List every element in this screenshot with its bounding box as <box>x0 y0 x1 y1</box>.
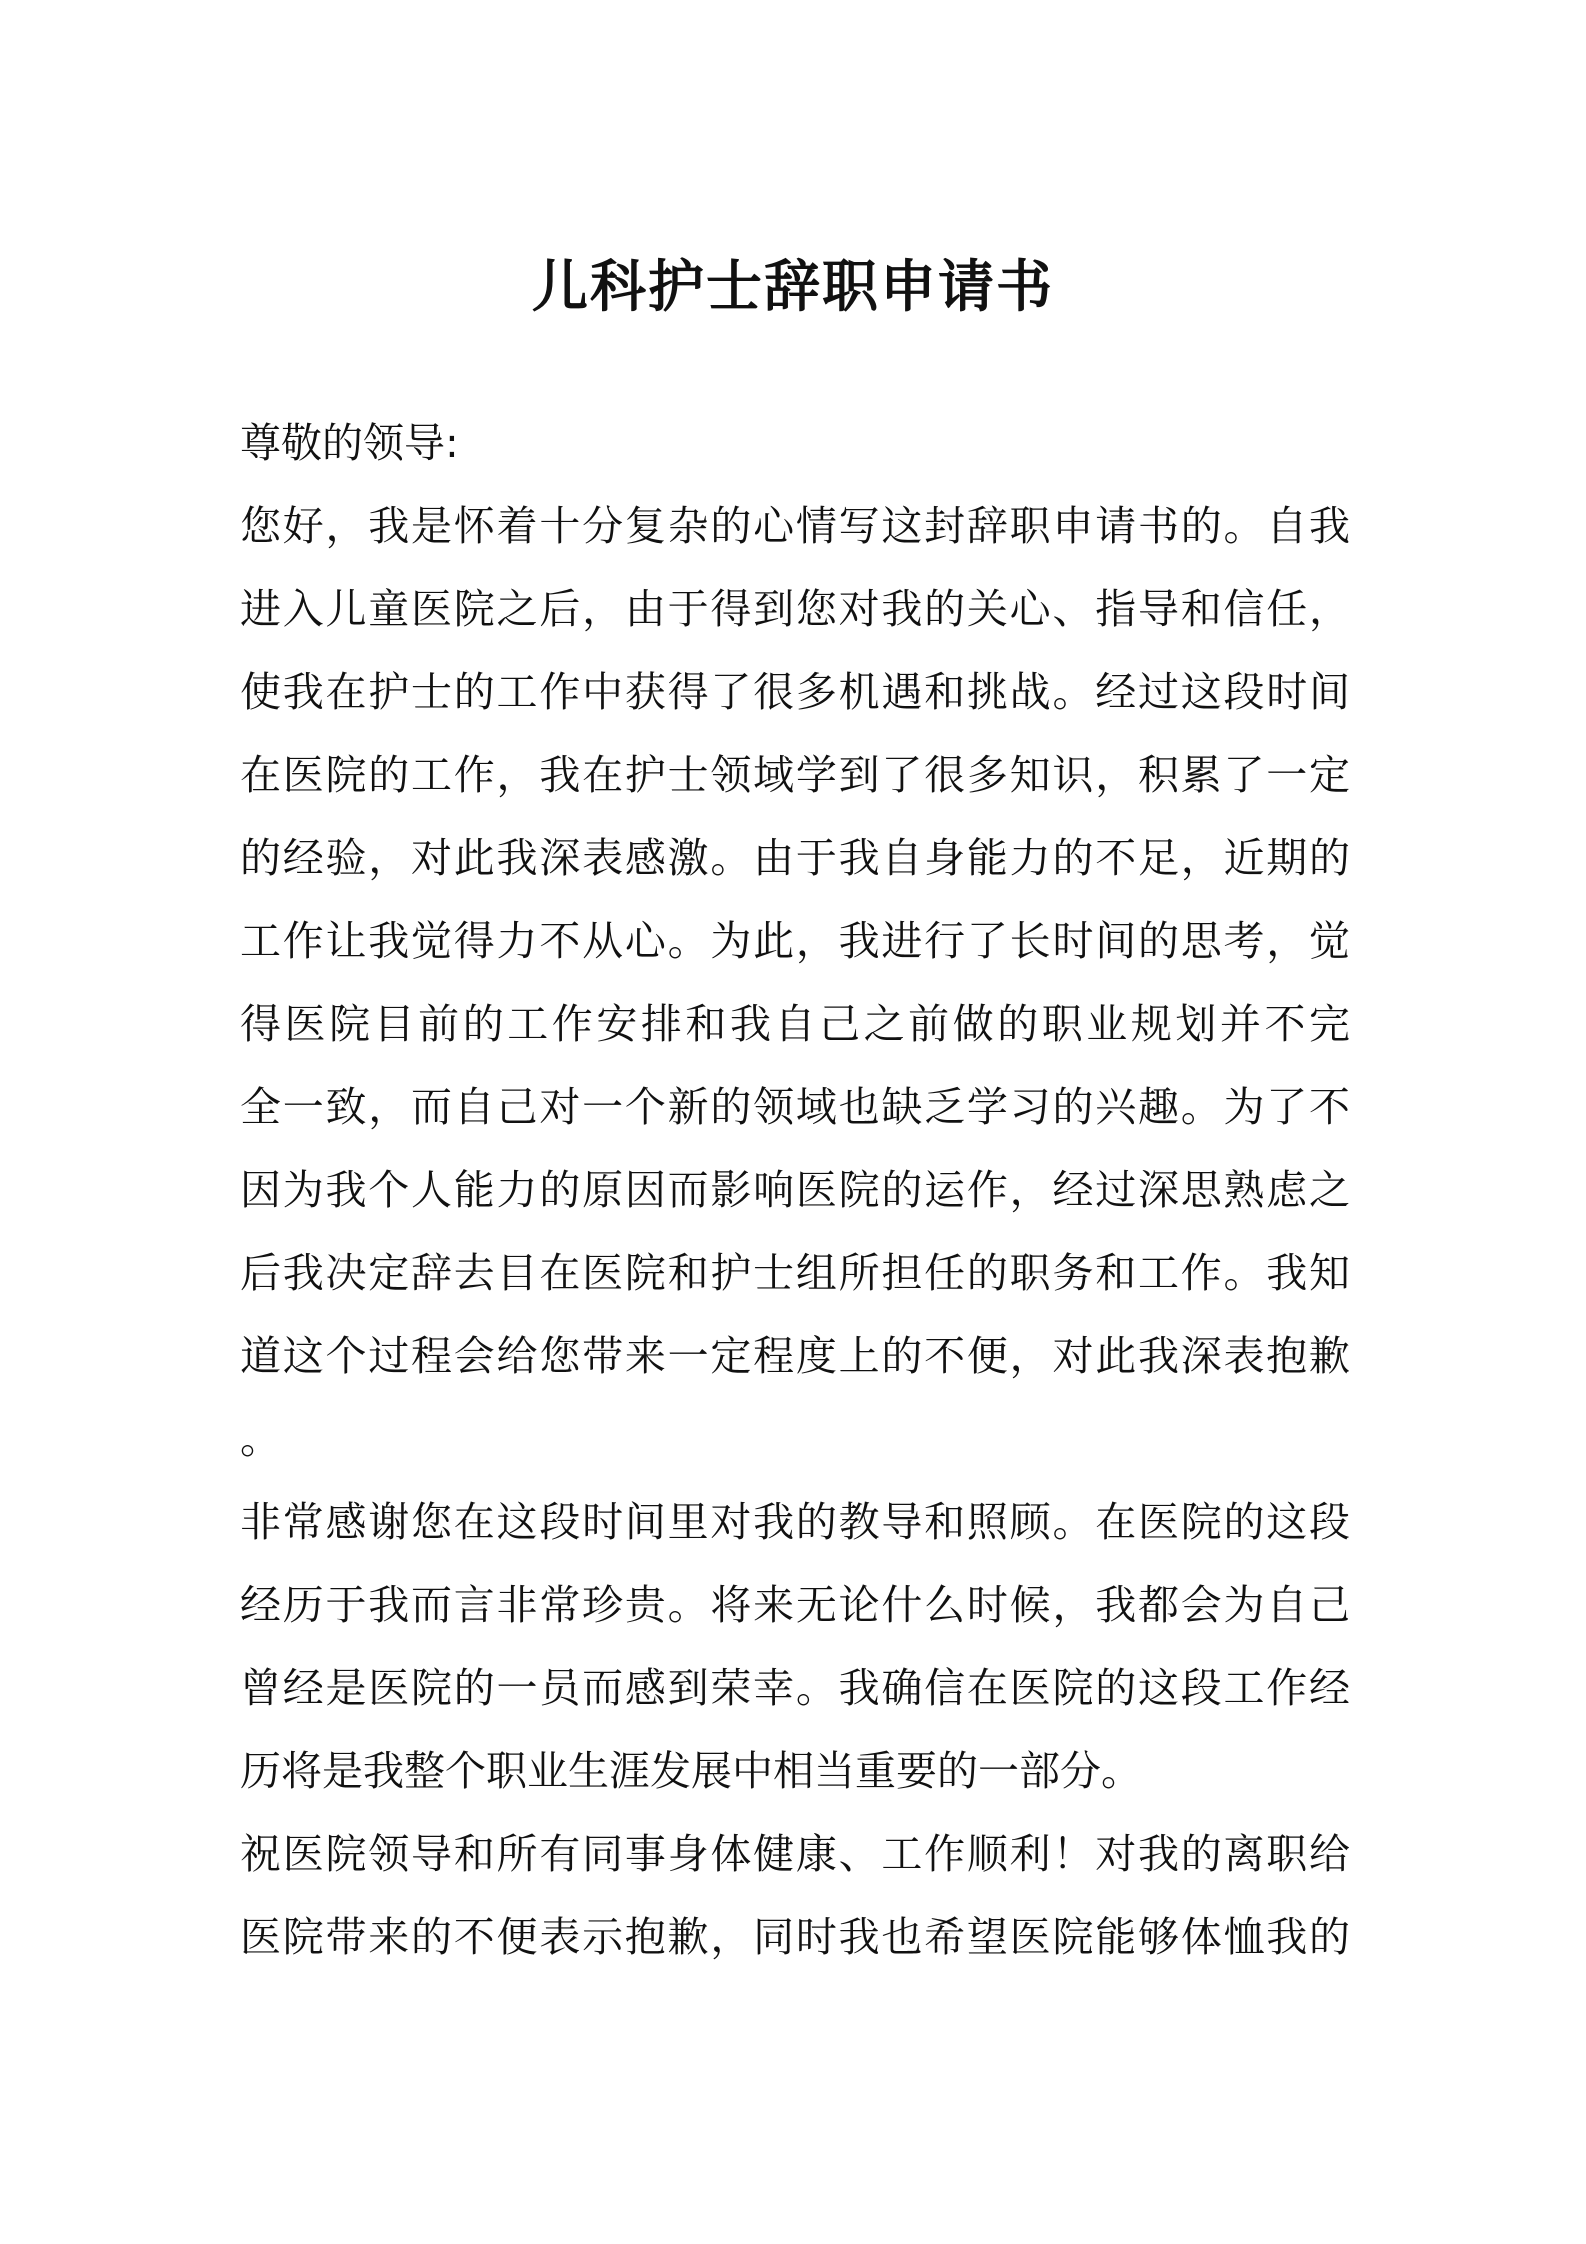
body-line: 的经验，对此我深表感激。由于我自身能力的不足，近期的 <box>240 834 1350 882</box>
body-line: 医院带来的不便表示抱歉，同时我也希望医院能够体恤我的 <box>240 1913 1350 1961</box>
body-line: 经历于我而言非常珍贵。将来无论什么时候，我都会为自己 <box>240 1581 1350 1629</box>
salutation: 尊敬的领导: <box>240 419 459 467</box>
body-line: 祝医院领导和所有同事身体健康、工作顺利！对我的离职给 <box>240 1830 1350 1878</box>
body-line: 历将是我整个职业生涯发展中相当重要的一部分。 <box>240 1747 1142 1795</box>
body-line: 工作让我觉得力不从心。为此，我进行了长时间的思考，觉 <box>240 917 1350 965</box>
body-line: 您好，我是怀着十分复杂的心情写这封辞职申请书的。自我 <box>240 502 1350 550</box>
body-line: 进入儿童医院之后，由于得到您对我的关心、指导和信任， <box>240 585 1350 633</box>
body-line: 。 <box>240 1415 281 1463</box>
body-line: 使我在护士的工作中获得了很多机遇和挑战。经过这段时间 <box>240 668 1350 716</box>
body-line: 得医院目前的工作安排和我自己之前做的职业规划并不完 <box>240 1000 1350 1048</box>
letter-body <box>240 402 1350 1979</box>
body-line: 后我决定辞去目在医院和护士组所担任的职务和工作。我知 <box>240 1249 1350 1297</box>
document-title: 儿科护士辞职申请书 <box>532 255 1054 320</box>
body-line: 因为我个人能力的原因而影响医院的运作，经过深思熟虑之 <box>240 1166 1350 1214</box>
body-line: 道这个过程会给您带来一定程度上的不便，对此我深表抱歉 <box>240 1332 1350 1380</box>
body-line: 全一致，而自己对一个新的领域也缺乏学习的兴趣。为了不 <box>240 1083 1350 1131</box>
body-line: 曾经是医院的一员而感到荣幸。我确信在医院的这段工作经 <box>240 1664 1350 1712</box>
body-line: 在医院的工作，我在护士领域学到了很多知识，积累了一定 <box>240 751 1350 799</box>
body-line: 非常感谢您在这段时间里对我的教导和照顾。在医院的这段 <box>240 1498 1350 1546</box>
